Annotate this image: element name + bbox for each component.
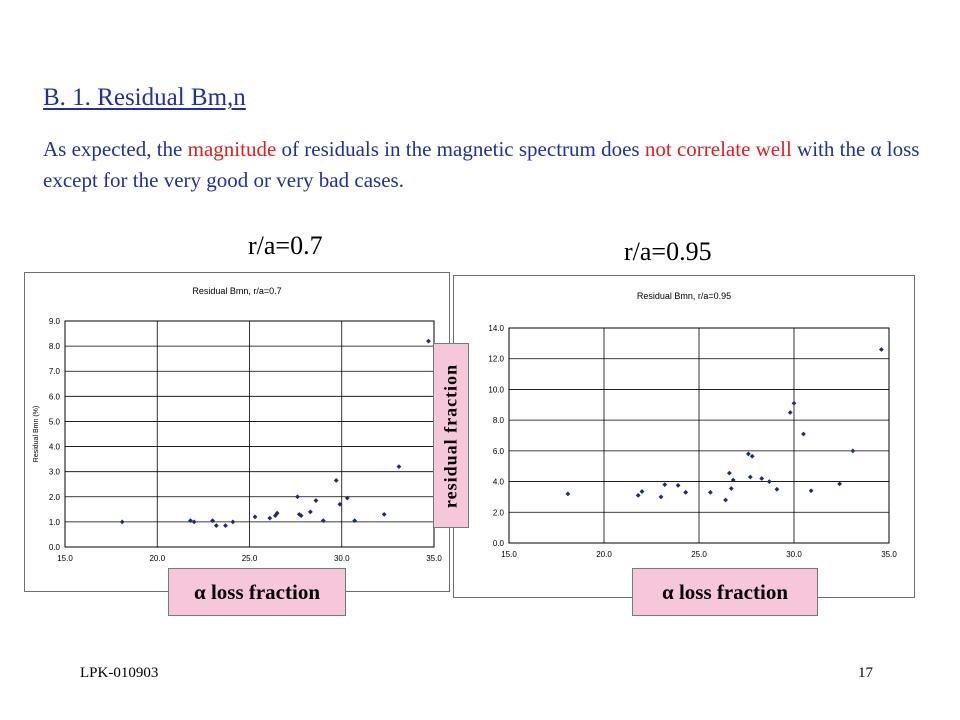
data-point	[566, 491, 571, 496]
data-point	[788, 410, 793, 415]
y-axis-label: Residual Bmn (%)	[33, 405, 40, 463]
paragraph-run: of residuals in the magnetic spectrum does	[276, 137, 645, 161]
data-point	[426, 339, 431, 344]
data-point	[809, 488, 814, 493]
y-tick-label: 6.0	[492, 446, 504, 456]
data-point	[729, 486, 734, 491]
y-tick-label: 14.0	[488, 324, 504, 333]
y-axis-tag-text: residual fraction	[440, 363, 461, 508]
paragraph-run: magnitude	[187, 137, 277, 161]
y-tick-label: 4.0	[48, 442, 60, 452]
chart-title: Residual Bmn, r/a=0.7	[192, 286, 282, 296]
y-tick-label: 2.0	[492, 508, 504, 518]
y-tick-label: 9.0	[48, 317, 60, 326]
data-point	[382, 512, 387, 517]
y-tick-label: 12.0	[488, 354, 504, 364]
x-tick-label: 25.0	[691, 550, 707, 559]
data-point	[683, 490, 688, 495]
data-point	[727, 471, 732, 476]
data-point	[334, 478, 339, 483]
chart-left	[24, 272, 450, 592]
data-point	[314, 498, 319, 503]
y-tick-label: 0.0	[492, 539, 504, 548]
data-point	[345, 496, 350, 501]
data-point	[659, 495, 664, 500]
x-tick-label: 20.0	[596, 550, 612, 559]
paragraph-run: As expected, the	[43, 137, 188, 161]
data-point	[230, 519, 235, 524]
y-tick-label: 3.0	[48, 467, 60, 477]
chart-right	[453, 275, 915, 598]
left-chart-label: r/a=0.7	[248, 231, 323, 260]
scatter-plot-left	[25, 273, 449, 591]
chart-title: Residual Bmn, r/a=0.95	[636, 291, 732, 301]
x-tick-label: 30.0	[786, 550, 802, 559]
data-point	[746, 452, 751, 457]
paragraph-run: correlate well	[676, 137, 792, 161]
data-point	[267, 516, 272, 521]
data-point	[120, 519, 125, 524]
footer-id: LPK-010903	[80, 665, 159, 681]
data-point	[748, 475, 753, 480]
data-point	[723, 498, 728, 503]
data-point	[708, 490, 713, 495]
data-point	[352, 518, 357, 523]
y-tick-label: 6.0	[48, 392, 60, 402]
data-point	[837, 481, 842, 486]
data-point	[636, 493, 641, 498]
x-tick-label: 15.0	[57, 554, 73, 563]
data-point	[308, 509, 313, 514]
x-tick-label: 35.0	[881, 550, 897, 559]
data-point	[662, 482, 667, 487]
data-point	[188, 518, 193, 523]
data-point	[397, 464, 402, 469]
scatter-plot-right	[454, 276, 914, 597]
paragraph-run: not	[644, 137, 672, 161]
y-tick-label: 8.0	[492, 416, 504, 426]
x-axis-tag-right: α loss fraction	[632, 568, 818, 616]
data-point	[210, 518, 215, 523]
y-tick-label: 4.0	[492, 477, 504, 487]
right-chart-label: r/a=0.95	[624, 237, 712, 266]
data-point	[192, 519, 197, 524]
data-point	[750, 454, 755, 459]
data-point	[676, 483, 681, 488]
data-point	[792, 401, 797, 406]
x-tick-label: 35.0	[426, 554, 442, 563]
x-axis-tag-left: α loss fraction	[168, 568, 346, 616]
data-point	[759, 476, 764, 481]
x-tick-label: 20.0	[149, 554, 166, 563]
data-point	[775, 487, 780, 492]
data-point	[321, 518, 326, 523]
data-point	[851, 448, 856, 453]
x-tick-label: 25.0	[241, 554, 258, 563]
y-axis-tag	[433, 343, 469, 528]
paragraph-run: with the α loss except for the very good or very bad cases.	[43, 137, 920, 192]
data-point	[214, 523, 219, 528]
data-point	[640, 489, 645, 494]
data-point	[295, 494, 300, 499]
data-point	[879, 347, 884, 352]
data-point	[223, 523, 228, 528]
x-tick-label: 15.0	[501, 550, 517, 559]
y-tick-label: 2.0	[48, 492, 60, 502]
data-point	[767, 479, 772, 484]
y-tick-label: 1.0	[48, 517, 60, 527]
y-tick-label: 0.0	[48, 543, 60, 552]
slide-title: B. 1. Residual Bm,n	[43, 84, 246, 111]
y-tick-label: 7.0	[48, 367, 60, 377]
y-tick-label: 10.0	[488, 385, 504, 395]
y-tick-label: 5.0	[48, 417, 60, 427]
x-tick-label: 30.0	[333, 554, 350, 563]
y-tick-label: 8.0	[48, 342, 60, 352]
intro-paragraph	[43, 134, 923, 196]
page-number: 17	[858, 665, 873, 681]
data-point	[253, 514, 258, 519]
data-point	[801, 432, 806, 437]
